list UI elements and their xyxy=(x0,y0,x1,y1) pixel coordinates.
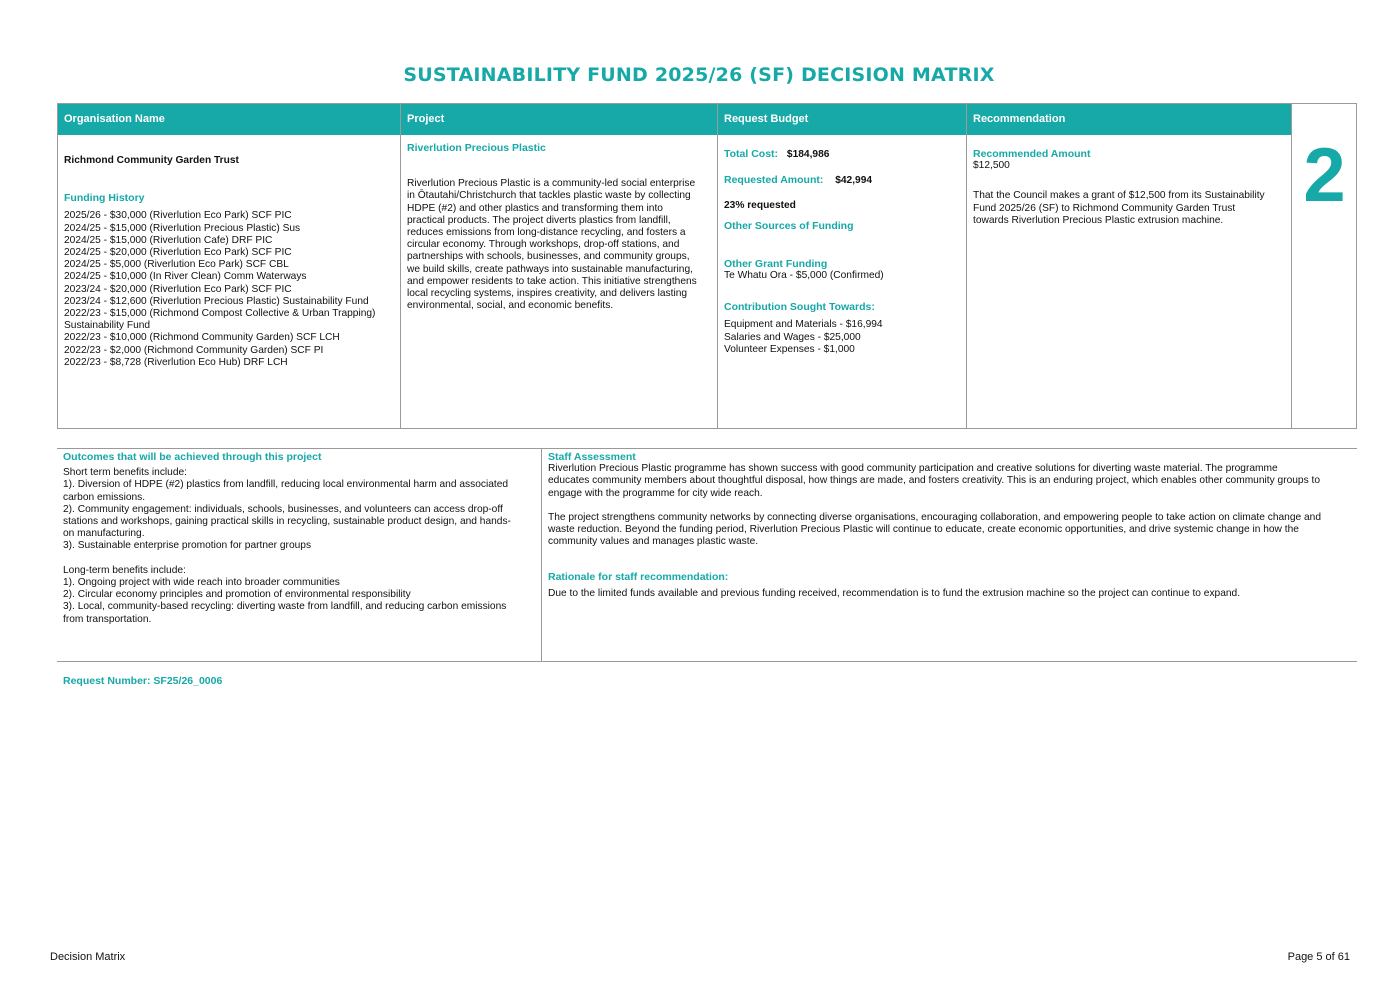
project-description-line: and empower residents to take action. This initiative strengthens xyxy=(407,275,697,287)
contribution-item: Volunteer Expenses - $1,000 xyxy=(724,343,855,355)
funding-history-item: 2024/25 - $15,000 (Riverlution Precious Plastic) Sus xyxy=(64,222,301,234)
outcomes-text xyxy=(63,467,535,626)
funding-history-item: 2023/24 - $12,600 (Riverlution Precious Plastic) Sustainability Fund xyxy=(64,295,369,307)
outcomes-line: 1). Diversion of HDPE (#2) plastics from landfill, reducing local environmental harm and associated xyxy=(63,479,509,491)
funding-history-item: 2022/23 - $8,728 (Riverlution Eco Hub) DRF LCH xyxy=(64,356,288,368)
outcomes-label: Outcomes that will be achieved through this project xyxy=(63,451,322,463)
funding-history-item: 2022/23 - $15,000 (Richmond Compost Collective & Urban Trapping) xyxy=(64,308,376,320)
organisation-column xyxy=(58,104,401,428)
funding-history-list xyxy=(64,210,394,369)
recommendation-line: towards Riverlution Precious Plastic extrusion machine. xyxy=(973,214,1224,226)
contribution-item: Equipment and Materials - $16,994 xyxy=(724,319,883,331)
staff-assessment-panel xyxy=(542,449,1357,661)
decision-matrix-table xyxy=(57,103,1357,429)
rationale-label: Rationale for staff recommendation: xyxy=(548,571,729,584)
outcomes-line: carbon emissions. xyxy=(63,491,146,503)
project-column xyxy=(401,104,718,428)
project-description-line: environmental, social, and economic benefits. xyxy=(407,300,614,312)
outcomes-line: 2). Community engagement: individuals, schools, businesses, and volunteers can access drop-off xyxy=(63,503,503,515)
funding-history-item: Sustainability Fund xyxy=(64,320,151,332)
outcomes-line: 3). Local, community-based recycling: diverting waste from landfill, and reducing carbon emissions xyxy=(63,601,507,613)
project-description-line: HDPE (#2) and other plastics and transforming them into xyxy=(407,202,663,214)
staff-assessment-line: community values and manages plastic waste. xyxy=(548,536,759,548)
outcomes-line: 3). Sustainable enterprise promotion for partner groups xyxy=(63,540,312,552)
staff-assessment-line: educates community members about thoughtful disposal, how things are made, and fosters creativity. This is an enduring project, which enables other community groups to xyxy=(548,475,1321,487)
funding-history-item: 2023/24 - $20,000 (Riverlution Eco Park) SCF PIC xyxy=(64,283,292,295)
outcomes-line: Short term benefits include: xyxy=(63,467,188,479)
footer-title: Decision Matrix xyxy=(50,951,126,963)
project-description-line: reduces emissions from long-distance recycling, and fosters a xyxy=(407,227,686,239)
recommended-amount-value: $12,500 xyxy=(973,160,1010,172)
project-header: Project xyxy=(401,104,717,135)
funding-history-item: 2024/25 - $5,000 (Riverlution Eco Park) SCF CBL xyxy=(64,259,289,271)
outcomes-line: on manufacturing. xyxy=(63,528,145,540)
other-grant-value: Te Whatu Ora - $5,000 (Confirmed) xyxy=(724,270,884,282)
project-description-line: practical products. The project diverts plastics from landfill, xyxy=(407,214,671,226)
recommended-amount-label: Recommended Amount xyxy=(973,148,1091,160)
budget-header: Request Budget xyxy=(718,104,966,135)
staff-assessment-para-1 xyxy=(548,463,1351,500)
funding-history-item: 2024/25 - $15,000 (Riverlution Cafe) DRF PIC xyxy=(64,234,273,246)
recommendation-header: Recommendation xyxy=(967,104,1291,135)
staff-assessment-line: engage with the programme for city wide reach. xyxy=(548,487,763,499)
project-name: Riverlution Precious Plastic xyxy=(407,142,546,154)
funding-history-item: 2024/25 - $20,000 (Riverlution Eco Park) SCF PIC xyxy=(64,247,292,259)
funding-history-item: 2022/23 - $2,000 (Richmond Community Garden) SCF PI xyxy=(64,344,324,356)
contribution-label: Contribution Sought Towards: xyxy=(724,301,875,314)
project-description-line: circular economy. Through workshops, drop-off stations, and xyxy=(407,239,680,251)
staff-assessment-label: Staff Assessment xyxy=(548,451,636,463)
item-number: 2 xyxy=(1303,133,1346,218)
outcomes-line: from transportation. xyxy=(63,613,152,625)
other-sources-label: Other Sources of Funding xyxy=(724,219,854,232)
funding-history-item: 2022/23 - $10,000 (Richmond Community Garden) SCF LCH xyxy=(64,332,340,344)
requested-amount-label: Requested Amount: xyxy=(724,174,824,187)
budget-column xyxy=(718,104,967,428)
contribution-list xyxy=(724,319,960,356)
outcomes-line xyxy=(63,553,535,565)
project-description-line: Riverlution Precious Plastic is a community-led social enterprise xyxy=(407,178,696,190)
funding-history-item: 2024/25 - $10,000 (In River Clean) Comm Waterways xyxy=(64,271,307,283)
rationale-text: Due to the limited funds available and previous funding received, recommendation is to fund the extrusion machine so the project can continue to expand. xyxy=(548,587,1241,599)
assessment-section xyxy=(57,448,1357,662)
item-number-column xyxy=(1292,104,1357,428)
project-description-line: local recycling systems, inspires creativity, and delivers lasting xyxy=(407,288,688,300)
recommendation-column xyxy=(967,104,1292,428)
other-grant-label: Other Grant Funding xyxy=(724,257,828,270)
staff-assessment-para-2 xyxy=(548,512,1351,549)
page-number: Page 5 of 61 xyxy=(1287,951,1350,963)
total-cost-label: Total Cost: xyxy=(724,148,779,160)
requested-amount-value: $42,994 xyxy=(835,175,873,187)
percent-requested: 23% requested xyxy=(724,200,796,212)
project-description-line: we build skills, create pathways into sustainable manufacturing, xyxy=(407,263,693,275)
outcomes-line: stations and workshops, gaining practical skills in recycling, sustainable product design, and hands- xyxy=(63,516,511,528)
contribution-item: Salaries and Wages - $25,000 xyxy=(724,331,861,343)
total-cost-value: $184,986 xyxy=(786,149,830,160)
outcomes-panel xyxy=(57,449,542,661)
staff-assessment-line: waste reduction. Beyond the funding period, Riverlution Precious Plastic will continue to educate, create economic opportunities, and drive systemic change in how the xyxy=(548,524,1299,536)
funding-history-item: 2025/26 - $30,000 (Riverlution Eco Park) SCF PIC xyxy=(64,210,292,222)
recommendation-text xyxy=(973,190,1285,227)
funding-history-label: Funding History xyxy=(64,192,145,205)
staff-assessment-line: The project strengthens community networks by connecting diverse organisations, encouraging collaboration, and empowering people to take action on climate change and xyxy=(548,511,1322,523)
staff-assessment-line: Riverlution Precious Plastic programme has shown success with good community participation and creative solutions for diverting waste material. The programme xyxy=(548,463,1278,475)
recommendation-line: Fund 2025/26 (SF) to Richmond Community Garden Trust xyxy=(973,202,1236,214)
outcomes-line: 1). Ongoing project with wide reach into broader communities xyxy=(63,577,340,589)
page-title: SUSTAINABILITY FUND 2025/26 (SF) DECISION MATRIX xyxy=(403,64,995,86)
request-number: Request Number: SF25/26_0006 xyxy=(63,675,223,687)
recommendation-line: That the Council makes a grant of $12,500 from its Sustainability xyxy=(973,190,1265,202)
organisation-header: Organisation Name xyxy=(58,104,400,135)
outcomes-line: 2). Circular economy principles and promotion of environmental responsibility xyxy=(63,589,411,601)
project-description-line: in Ōtautahi/Christchurch that tackles plastic waste by collecting xyxy=(407,190,691,202)
project-description xyxy=(407,178,711,312)
project-description-line: partnerships with schools, businesses, and community groups, xyxy=(407,251,690,263)
outcomes-line: Long-term benefits include: xyxy=(63,564,186,576)
organisation-name: Richmond Community Garden Trust xyxy=(64,155,239,166)
